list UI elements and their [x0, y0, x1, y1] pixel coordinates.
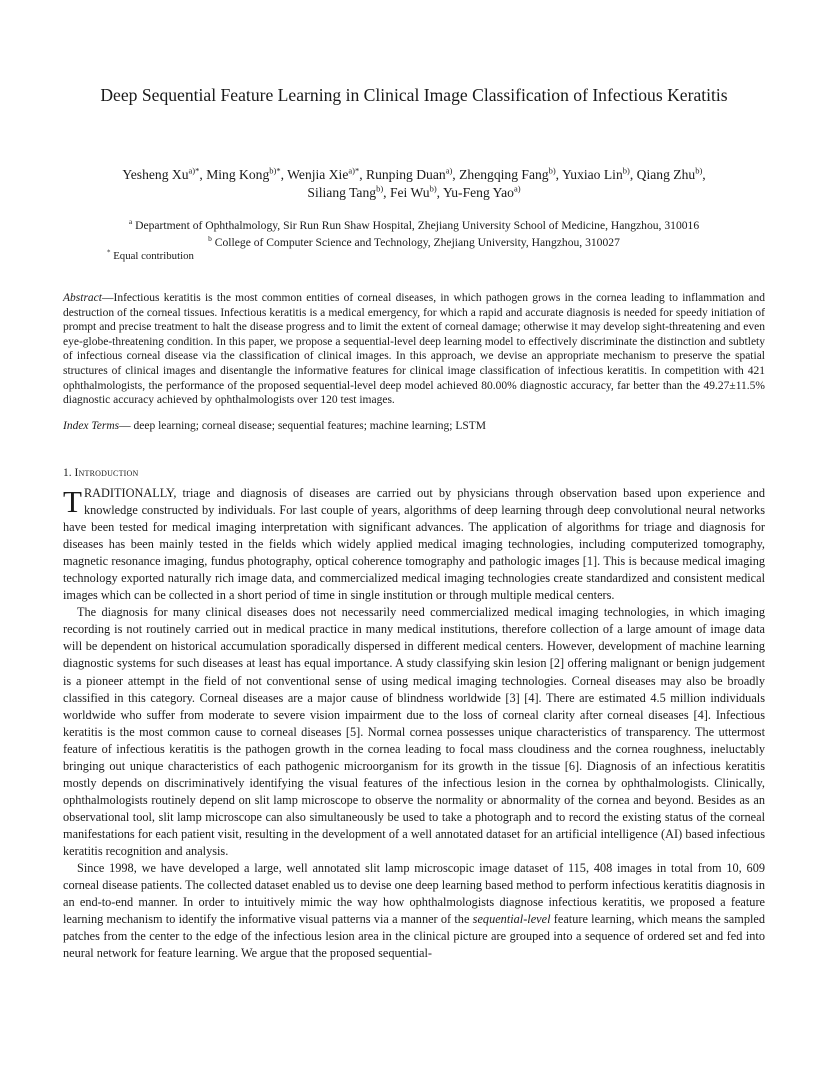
author-affiliation-mark: b)* — [269, 165, 281, 176]
paper-title: Deep Sequential Feature Learning in Clinical Image Classification of Infectious Keratitis — [100, 85, 728, 105]
author-name: Zhengqing Fang — [459, 167, 549, 182]
author-affiliation-mark: b) — [376, 183, 384, 194]
author-separator: , — [383, 185, 390, 200]
section-number: 1. — [63, 467, 75, 479]
paragraph-3-text-a: Since 1998, we have developed a large, well annotated slit lamp microscopic image dataset of 115, 408 images in total from 10, 609 corneal disease patients. The collected dataset enabled us to devise one deep learning based method to perform infectious keratitis diagnosis in an end-to-end manner. In order to intuitively mimic the way how ophthalmologists diagnose infectious keratitis, we proposed a feature learning mechanism to identify the informative visual patterns via a manner of the — [63, 861, 765, 927]
author-separator: , — [436, 185, 443, 200]
body-text — [63, 485, 765, 962]
author-separator: , — [199, 167, 207, 182]
affiliation-b-text: College of Computer Science and Technology, Zhejiang University, Hangzhou, 310027 — [211, 236, 620, 249]
author-separator: , — [280, 167, 288, 182]
author-name: Runping Duan — [366, 167, 446, 182]
index-terms-text: — deep learning; corneal disease; sequential features; machine learning; LSTM — [119, 420, 487, 432]
affiliation-a-mark: a — [128, 217, 133, 227]
paragraph-2: The diagnosis for many clinical diseases does not necessarily need commercialized medical imaging technologies, in which imaging recording is not routinely carried out in medical practice in many medical institutions, therefore collection of a large amount of image data will be dependent on historical accumulation sporadically dispersed in different medical centers. However, development of machine learning diagnostic systems for such diseases at least has equal importance. A study classifying skin lesion [2] offering malignant or benign judgement is a pioneer attempt in the field of not conventional sense of using medical imaging technologies. Corneal diseases may also be broadly classified in this category. Corneal diseases are a major cause of blindness worldwide [3] [4]. There are estimated 4.5 million individuals worldwide who suffer from moderate to severe vision impairment due to the loss of corneal clarity after corneal diseases [4]. Infectious keratitis is the most common cause to corneal diseases [5]. Normal cornea possesses unique characteristics of transparency. The uttermost feature of infectious keratitis is the pathogen growth in the cornea leading to focal mass cloudiness and the cornea roughness, ineluctably bringing out unique characteristics of each pathogenic microorganism for its growth in the tissue [6]. Diagnosis of an infectious keratitis mostly depends on discriminatively identifying the visual features of the infectious lesion in the cornea by ophthalmologists. Clinically, ophthalmologists routinely depend on slit lamp microscope to observe the normality or abnormality of the cornea and beyond. Besides as an observational tool, slit lamp microscope can also simultaneously be used to take a photograph and to record the existing status of the corneal manifestations for each patient visit, resulting in the development of a well annotated dataset for an artificial intelligence (AI) based infectious keratitis recognition and analysis. — [63, 605, 765, 858]
paragraph-1 — [63, 485, 765, 604]
author-affiliation-mark: a) — [445, 165, 453, 176]
author-affiliation-mark: a) — [513, 183, 521, 194]
equal-contribution-note — [107, 249, 194, 263]
equal-contribution-mark: * — [107, 248, 111, 257]
author-affiliation-mark: a)* — [188, 165, 200, 176]
author-affiliation-mark: b) — [548, 165, 556, 176]
index-terms-label: Index Terms — [63, 420, 120, 432]
abstract-label: Abstract — [63, 292, 102, 304]
author-name: Fei Wu — [389, 185, 430, 200]
author-affiliation-mark: b) — [622, 165, 630, 176]
author-name: Yu-Feng Yao — [442, 185, 514, 200]
author-name: Ming Kong — [206, 167, 270, 182]
author-name: Yesheng Xu — [122, 167, 189, 182]
author-separator: , — [359, 167, 367, 182]
equal-contribution-text: Equal contribution — [110, 250, 194, 262]
abstract — [63, 291, 765, 408]
author-name: Yuxiao Lin — [561, 167, 623, 182]
author-affiliation-mark: b) — [695, 165, 703, 176]
author-list — [110, 166, 718, 202]
paragraph-3 — [63, 860, 765, 962]
author-separator: , — [452, 167, 460, 182]
author-name: Siliang Tang — [307, 185, 377, 200]
paragraph-3-emphasis: sequential-level — [472, 912, 551, 927]
abstract-text: —Infectious keratitis is the most common entities of corneal diseases, in which pathogen grows in the cornea leading to inflammation and destruction of the corneal tissues. Infectious keratitis is a medical emergency, for which a rapid and accurate diagnosis is needed for speedy initiation of prompt and precise treatment to halt the disease progress and to limit the extent of corneal damage; otherwise it may develop sight-threatening and even eye-globe-threatening condition. In this paper, we propose a sequential-level deep learning model to effectively discriminate the distinction and subtlety of infectious corneal disease via the classification of clinical images. In this approach, we devise an appropriate mechanism to preserve the spatial structures of clinical images and disentangle the informative features for clinical image classification of infectious keratitis. In competition with 421 ophthalmologists, the performance of the proposed sequential-level deep model achieved 80.00% diagnostic accuracy, far better than the 49.27±11.5% diagnostic accuracy achieved by ophthalmologists over 120 test images. — [63, 292, 765, 407]
author-name: Wenjia Xie — [287, 167, 349, 182]
affiliation-a — [60, 218, 768, 233]
drop-cap: T — [63, 484, 82, 519]
author-separator: , — [555, 167, 562, 182]
author-name: Qiang Zhu — [636, 167, 696, 182]
affiliation-b — [60, 235, 768, 250]
affiliation-a-text: Department of Ophthalmology, Sir Run Run Shaw Hospital, Zhejiang University School of Medicine, Hangzhou, 310016 — [132, 219, 700, 232]
author-affiliation-mark: b) — [429, 183, 437, 194]
author-separator: , — [702, 167, 706, 182]
section-heading — [63, 466, 139, 480]
affiliation-b-mark: b — [208, 234, 212, 244]
paragraph-1-text: RADITIONALLY, triage and diagnosis of diseases are carried out by physicians through observation based upon experience and knowledge constructed by individuals. For last couple of years, algorithms of deep learning through deep convolutional neural networks have been tested for medical imaging interpretation with significant advances. The application of algorithms for triage and diagnosis for diseases has been mainly tested in the fields which widely applied medical imaging technologies, including computerized tomography, magnetic resonance imaging, fundus photography, optical coherence tomography and pathologic images [1]. This is because medical imaging technology exported naturally rich image data, and commercialized medical imaging technologies create standardized and consistent medical images which can be collected in a short period of time in single institution or through multiple medical centers. — [63, 486, 765, 603]
author-separator: , — [629, 167, 637, 182]
paragraph-3-text-b: feature learning, which means the sampled patches from the center to the edge of the infectious lesion area in the clinical picture are grouped into a sequence of ordered set and fed into neural network for feature learning. We argue that the proposed sequential- — [63, 912, 765, 961]
section-title: Introduction — [74, 467, 139, 479]
index-terms — [63, 419, 765, 434]
author-affiliation-mark: a)* — [348, 165, 360, 176]
